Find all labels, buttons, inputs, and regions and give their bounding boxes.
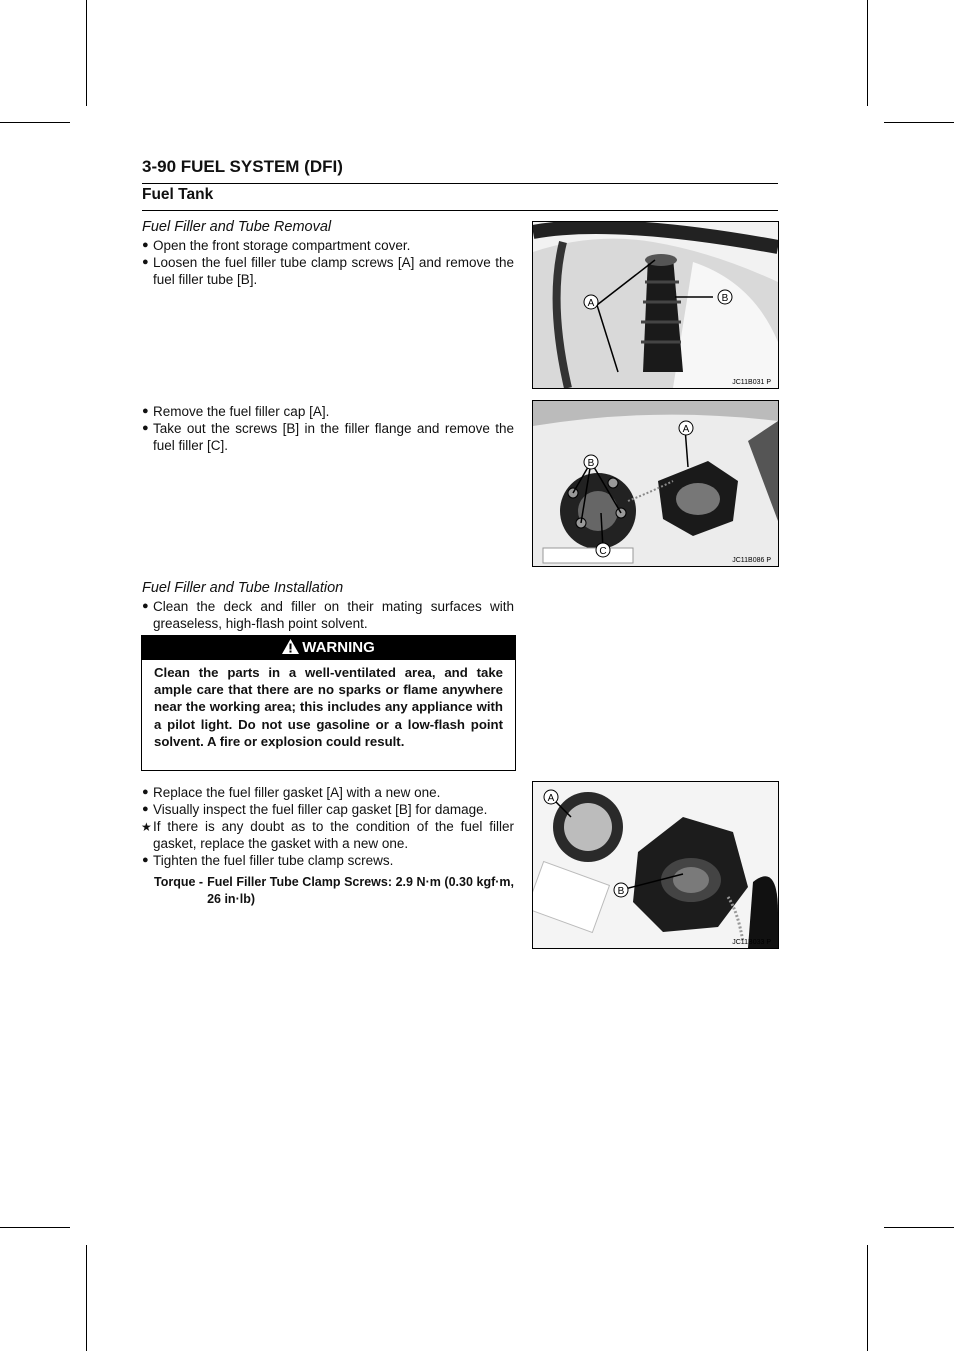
callout-a: A	[682, 424, 690, 435]
torque-spec	[154, 874, 514, 908]
title-rule	[142, 183, 778, 184]
list-item: ● Clean the deck and filler on their mating surfaces with greaseless, high-flash point solvent.	[142, 599, 514, 631]
installation-steps-1	[142, 598, 514, 632]
callout-a: A	[547, 793, 555, 804]
torque-value: Fuel Filler Tube Clamp Screws: 2.9 N·m (0.30 kgf·m, 26 in·lb)	[207, 875, 514, 906]
warning-header	[142, 636, 515, 660]
bullet-icon: ●	[142, 803, 149, 815]
removal-heading: Fuel Filler and Tube Removal	[142, 219, 332, 235]
callout-b: B	[617, 886, 625, 897]
crop-mark	[0, 1227, 70, 1228]
removal-steps-1	[142, 237, 514, 288]
subtitle-rule	[142, 210, 778, 211]
list-item: ★ If there is any doubt as to the condition of the fuel filler gasket, replace the gasket with a new one.	[141, 819, 514, 851]
crop-mark	[867, 1245, 868, 1351]
crop-mark	[0, 122, 70, 123]
torque-label: Torque -	[154, 875, 204, 889]
list-item: ● Tighten the fuel filler tube clamp screws.	[142, 853, 394, 868]
installation-steps-2	[142, 784, 514, 869]
callout-b: B	[721, 293, 729, 304]
warning-triangle-icon	[282, 639, 299, 654]
section-title: Fuel Tank	[142, 186, 214, 203]
bullet-icon: ●	[142, 600, 149, 612]
star-icon: ★	[141, 820, 152, 834]
figure-filler-gasket	[532, 781, 779, 949]
bullet-icon: ●	[142, 854, 149, 866]
crop-mark	[867, 0, 868, 106]
callout-c: C	[599, 546, 607, 557]
page-title: 3-90 FUEL SYSTEM (DFI)	[142, 157, 343, 176]
bullet-icon: ●	[142, 786, 149, 798]
warning-text: Clean the parts in a well-ventilated area, and take ample care that there are no sparks or flame anywhere near the working area; this includes any appliance with a pilot light. Do not use gasoline or a low-flash point solvent. A fire or explosion could result.	[154, 665, 503, 749]
list-item: ● Open the front storage compartment cover.	[142, 238, 411, 253]
figure-code: JC11B031 P	[732, 379, 771, 386]
figure-code: JC11B086 P	[732, 557, 771, 564]
crop-mark	[884, 1227, 954, 1228]
list-item: ● Replace the fuel filler gasket [A] with a new one.	[142, 785, 441, 800]
figure-filler-tube	[532, 221, 779, 389]
callout-a: A	[587, 298, 595, 309]
installation-heading: Fuel Filler and Tube Installation	[142, 580, 344, 596]
bullet-icon: ●	[142, 239, 149, 251]
bullet-icon: ●	[142, 256, 149, 268]
crop-mark	[86, 0, 87, 106]
list-item: ● Loosen the fuel filler tube clamp screws [A] and remove the fuel filler tube [B].	[142, 255, 514, 287]
bullet-icon: ●	[142, 422, 149, 434]
warning-title: WARNING	[302, 639, 375, 656]
callout-b: B	[587, 458, 595, 469]
removal-steps-2	[142, 403, 514, 454]
list-item: ● Visually inspect the fuel filler cap gasket [B] for damage.	[142, 802, 488, 817]
warning-box	[141, 635, 516, 771]
figure-filler-cap	[532, 400, 779, 567]
crop-mark	[884, 122, 954, 123]
list-item: ● Take out the screws [B] in the filler flange and remove the fuel filler [C].	[142, 421, 514, 453]
crop-mark	[86, 1245, 87, 1351]
bullet-icon: ●	[142, 405, 149, 417]
list-item: ● Remove the fuel filler cap [A].	[142, 404, 330, 419]
figure-code: JC11B033 P	[732, 939, 771, 946]
